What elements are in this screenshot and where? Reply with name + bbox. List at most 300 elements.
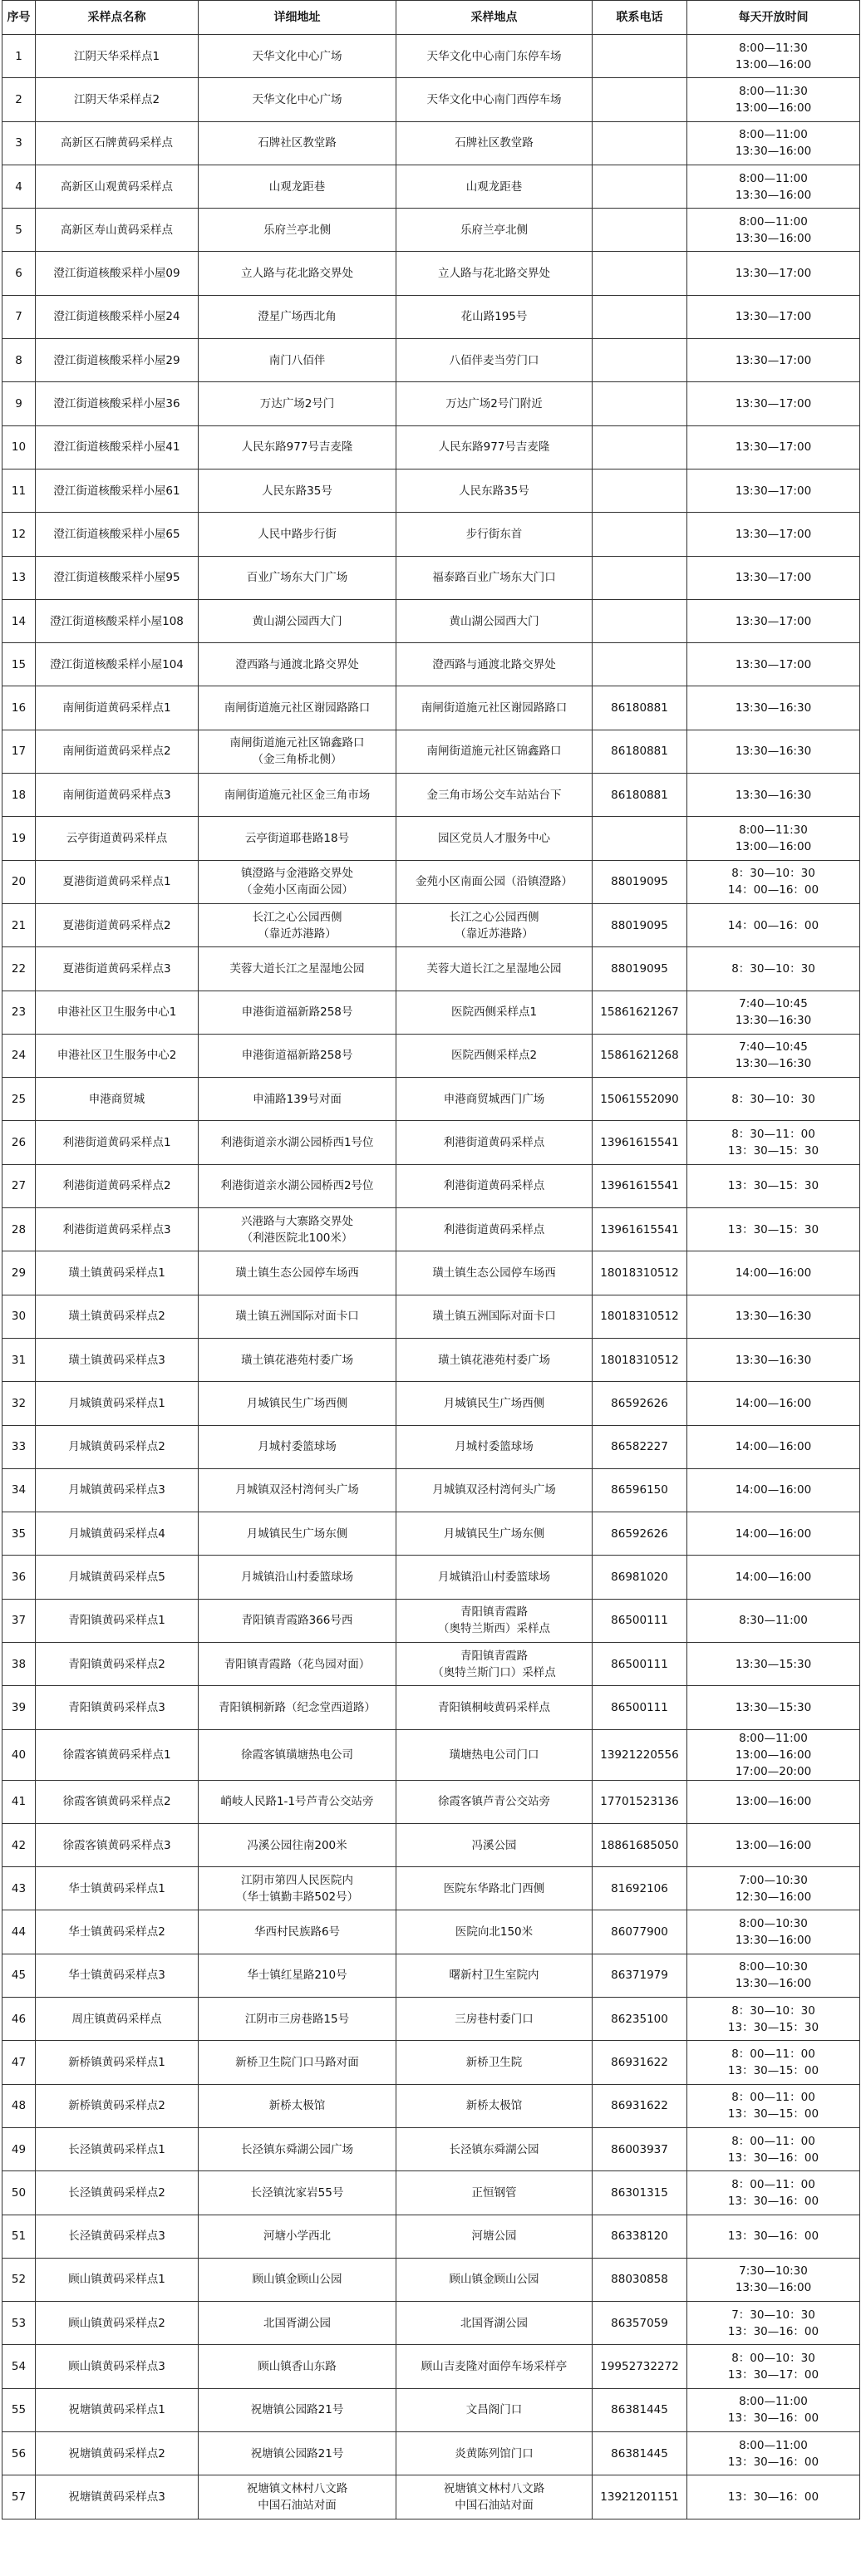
cell-phone: 13961615541 bbox=[593, 1208, 687, 1251]
cell-name: 澄江街道核酸采样小屋29 bbox=[36, 339, 199, 382]
cell-address: 长泾镇东舜湖公园广场 bbox=[199, 2127, 396, 2170]
cell-location: 医院向北150米 bbox=[396, 1910, 593, 1954]
cell-phone: 86180881 bbox=[593, 730, 687, 773]
table-row bbox=[2, 1251, 860, 1295]
cell-name: 月城镇黄码采样点3 bbox=[36, 1468, 199, 1512]
cell-no: 52 bbox=[2, 2258, 36, 2301]
table-row bbox=[2, 1954, 860, 1997]
cell-hours: 8:00—10:30 13:30—16:00 bbox=[687, 1910, 860, 1954]
cell-name: 顾山镇黄码采样点1 bbox=[36, 2258, 199, 2301]
table-body bbox=[2, 35, 860, 2519]
cell-hours: 7:40—10:45 13:30—16:30 bbox=[687, 1034, 860, 1077]
cell-hours: 8:00—11:30 13:00—16:00 bbox=[687, 817, 860, 860]
table-row bbox=[2, 991, 860, 1034]
cell-name: 夏港街道黄码采样点2 bbox=[36, 903, 199, 946]
cell-hours: 8：30—10：30 bbox=[687, 1078, 860, 1121]
cell-phone bbox=[593, 339, 687, 382]
cell-no: 40 bbox=[2, 1729, 36, 1780]
table-row bbox=[2, 1295, 860, 1338]
table-row bbox=[2, 686, 860, 730]
cell-hours: 13:30—17:00 bbox=[687, 599, 860, 642]
cell-name: 澄江街道核酸采样小屋09 bbox=[36, 252, 199, 295]
cell-address: 石牌社区教堂路 bbox=[199, 121, 396, 165]
cell-phone bbox=[593, 209, 687, 252]
cell-location: 顾山吉麦隆对面停车场采样亭 bbox=[396, 2345, 593, 2388]
table-row bbox=[2, 1338, 860, 1381]
table-row bbox=[2, 35, 860, 78]
cell-address: 人民中路步行街 bbox=[199, 513, 396, 556]
cell-name: 璜土镇黄码采样点3 bbox=[36, 1338, 199, 1381]
sampling-sites-table bbox=[2, 0, 860, 2519]
cell-location: 金苑小区南面公园（沿镇澄路） bbox=[396, 860, 593, 903]
table-row bbox=[2, 209, 860, 252]
cell-location: 文昌阁门口 bbox=[396, 2388, 593, 2431]
cell-address: 镇澄路与金港路交界处 （金苑小区南面公园） bbox=[199, 860, 396, 903]
cell-address: 顾山镇金顾山公园 bbox=[199, 2258, 396, 2301]
cell-no: 12 bbox=[2, 513, 36, 556]
cell-name: 月城镇黄码采样点5 bbox=[36, 1556, 199, 1599]
cell-hours: 13:30—17:00 bbox=[687, 425, 860, 469]
cell-hours: 13:30—17:00 bbox=[687, 643, 860, 686]
cell-no: 44 bbox=[2, 1910, 36, 1954]
cell-name: 江阴天华采样点2 bbox=[36, 78, 199, 121]
cell-location: 申港商贸城西门广场 bbox=[396, 1078, 593, 1121]
cell-location: 立人路与花北路交界处 bbox=[396, 252, 593, 295]
cell-hours: 13:30—15:30 bbox=[687, 1686, 860, 1729]
cell-address: 申港街道福新路258号 bbox=[199, 991, 396, 1034]
cell-address: 利港街道亲水湖公园桥西1号位 bbox=[199, 1121, 396, 1164]
cell-no: 41 bbox=[2, 1780, 36, 1823]
cell-address: 新桥太极馆 bbox=[199, 2084, 396, 2127]
cell-name: 华士镇黄码采样点3 bbox=[36, 1954, 199, 1997]
cell-no: 31 bbox=[2, 1338, 36, 1381]
cell-location: 南闸街道施元社区谢园路路口 bbox=[396, 686, 593, 730]
cell-name: 祝塘镇黄码采样点3 bbox=[36, 2475, 199, 2519]
cell-phone: 86381445 bbox=[593, 2432, 687, 2475]
cell-location: 利港街道黄码采样点 bbox=[396, 1164, 593, 1207]
cell-location: 医院东华路北门西侧 bbox=[396, 1867, 593, 1910]
cell-phone bbox=[593, 252, 687, 295]
cell-address: 兴港路与大寨路交界处 （利港医院北100米） bbox=[199, 1208, 396, 1251]
cell-phone: 18861685050 bbox=[593, 1823, 687, 1866]
cell-no: 45 bbox=[2, 1954, 36, 1997]
cell-hours: 13：30—16：00 bbox=[687, 2475, 860, 2519]
cell-hours: 14:00—16:00 bbox=[687, 1425, 860, 1468]
cell-name: 南闸街道黄码采样点1 bbox=[36, 686, 199, 730]
cell-no: 25 bbox=[2, 1078, 36, 1121]
cell-phone: 13961615541 bbox=[593, 1164, 687, 1207]
cell-phone: 86077900 bbox=[593, 1910, 687, 1954]
cell-address: 月城镇双泾村湾何头广场 bbox=[199, 1468, 396, 1512]
cell-location: 河塘公园 bbox=[396, 2215, 593, 2258]
table-row bbox=[2, 1686, 860, 1729]
header-address: 详细地址 bbox=[199, 1, 396, 35]
cell-address: 长泾镇沈家岩55号 bbox=[199, 2171, 396, 2215]
cell-no: 2 bbox=[2, 78, 36, 121]
cell-phone: 18018310512 bbox=[593, 1251, 687, 1295]
cell-address: 青阳镇青霞路366号西 bbox=[199, 1599, 396, 1642]
cell-name: 申港社区卫生服务中心1 bbox=[36, 991, 199, 1034]
cell-address: 澄星广场西北角 bbox=[199, 295, 396, 338]
cell-no: 32 bbox=[2, 1382, 36, 1425]
cell-address: 澄西路与通渡北路交界处 bbox=[199, 643, 396, 686]
cell-no: 27 bbox=[2, 1164, 36, 1207]
cell-name: 青阳镇黄码采样点3 bbox=[36, 1686, 199, 1729]
cell-name: 徐霞客镇黄码采样点3 bbox=[36, 1823, 199, 1866]
table-row bbox=[2, 295, 860, 338]
cell-address: 南闸街道施元社区谢园路路口 bbox=[199, 686, 396, 730]
cell-name: 澄江街道核酸采样小屋61 bbox=[36, 469, 199, 512]
cell-address: 立人路与花北路交界处 bbox=[199, 252, 396, 295]
cell-no: 22 bbox=[2, 947, 36, 991]
cell-hours: 14:00—16:00 bbox=[687, 1382, 860, 1425]
cell-name: 澄江街道核酸采样小屋36 bbox=[36, 382, 199, 425]
cell-location: 正恒钢管 bbox=[396, 2171, 593, 2215]
cell-no: 19 bbox=[2, 817, 36, 860]
table-row bbox=[2, 1823, 860, 1866]
table-row bbox=[2, 78, 860, 121]
cell-hours: 13:30—17:00 bbox=[687, 252, 860, 295]
cell-phone: 18018310512 bbox=[593, 1338, 687, 1381]
cell-hours: 14:00—16:00 bbox=[687, 1556, 860, 1599]
table-row bbox=[2, 2084, 860, 2127]
cell-name: 月城镇黄码采样点4 bbox=[36, 1512, 199, 1556]
cell-address: 月城镇沿山村委篮球场 bbox=[199, 1556, 396, 1599]
table-row bbox=[2, 2345, 860, 2388]
table-row bbox=[2, 643, 860, 686]
cell-location: 步行街东首 bbox=[396, 513, 593, 556]
cell-address: 乐府兰亭北侧 bbox=[199, 209, 396, 252]
cell-name: 长泾镇黄码采样点3 bbox=[36, 2215, 199, 2258]
cell-hours: 7:40—10:45 13:30—16:30 bbox=[687, 991, 860, 1034]
cell-location: 璜土镇生态公园停车场西 bbox=[396, 1251, 593, 1295]
header-phone: 联系电话 bbox=[593, 1, 687, 35]
table-row bbox=[2, 817, 860, 860]
cell-phone: 15061552090 bbox=[593, 1078, 687, 1121]
table-row bbox=[2, 1642, 860, 1685]
table-row bbox=[2, 1780, 860, 1823]
cell-name: 月城镇黄码采样点2 bbox=[36, 1425, 199, 1468]
table-row bbox=[2, 1121, 860, 1164]
cell-name: 青阳镇黄码采样点2 bbox=[36, 1642, 199, 1685]
cell-no: 7 bbox=[2, 295, 36, 338]
cell-phone bbox=[593, 599, 687, 642]
cell-phone: 18018310512 bbox=[593, 1295, 687, 1338]
cell-hours: 8:00—10:30 13:30—16:00 bbox=[687, 1954, 860, 1997]
table-row bbox=[2, 1468, 860, 1512]
cell-no: 21 bbox=[2, 903, 36, 946]
cell-phone: 86338120 bbox=[593, 2215, 687, 2258]
table-row bbox=[2, 469, 860, 512]
table-row bbox=[2, 165, 860, 208]
cell-name: 澄江街道核酸采样小屋24 bbox=[36, 295, 199, 338]
cell-location: 曙新村卫生室院内 bbox=[396, 1954, 593, 1997]
cell-hours: 7：30—10：30 13：30—16：00 bbox=[687, 2302, 860, 2345]
cell-hours: 13：30—15：30 bbox=[687, 1164, 860, 1207]
cell-phone bbox=[593, 469, 687, 512]
cell-address: 徐霞客镇璜塘热电公司 bbox=[199, 1729, 396, 1780]
cell-no: 33 bbox=[2, 1425, 36, 1468]
cell-hours: 8：30—11：00 13：30—15：30 bbox=[687, 1121, 860, 1164]
cell-address: 璜土镇生态公园停车场西 bbox=[199, 1251, 396, 1295]
cell-hours: 8：00—11：00 13：30—15：00 bbox=[687, 2041, 860, 2084]
table-row bbox=[2, 2432, 860, 2475]
cell-location: 万达广场2号门附近 bbox=[396, 382, 593, 425]
cell-phone bbox=[593, 121, 687, 165]
cell-phone bbox=[593, 295, 687, 338]
cell-phone: 19952732272 bbox=[593, 2345, 687, 2388]
table-row bbox=[2, 903, 860, 946]
cell-location: 新桥卫生院 bbox=[396, 2041, 593, 2084]
cell-hours: 13:00—16:00 bbox=[687, 1823, 860, 1866]
cell-location: 璜塘热电公司门口 bbox=[396, 1729, 593, 1780]
table-row bbox=[2, 1164, 860, 1207]
cell-address: 河塘小学西北 bbox=[199, 2215, 396, 2258]
table-row bbox=[2, 1382, 860, 1425]
cell-location: 南闸街道施元社区锦鑫路口 bbox=[396, 730, 593, 773]
cell-location: 园区党员人才服务中心 bbox=[396, 817, 593, 860]
cell-hours: 13:30—16:30 bbox=[687, 774, 860, 817]
cell-hours: 8:00—11:00 13：30—16：00 bbox=[687, 2388, 860, 2431]
cell-no: 35 bbox=[2, 1512, 36, 1556]
cell-phone bbox=[593, 643, 687, 686]
cell-phone: 88019095 bbox=[593, 860, 687, 903]
cell-phone: 13921220556 bbox=[593, 1729, 687, 1780]
cell-no: 55 bbox=[2, 2388, 36, 2431]
cell-phone: 86500111 bbox=[593, 1599, 687, 1642]
cell-location: 月城镇沿山村委篮球场 bbox=[396, 1556, 593, 1599]
cell-address: 申浦路139号对面 bbox=[199, 1078, 396, 1121]
header-hours: 每天开放时间 bbox=[687, 1, 860, 35]
cell-name: 夏港街道黄码采样点1 bbox=[36, 860, 199, 903]
cell-name: 长泾镇黄码采样点1 bbox=[36, 2127, 199, 2170]
cell-hours: 8:00—11:00 13：30—16：00 bbox=[687, 2432, 860, 2475]
cell-location: 月城镇民生广场西侧 bbox=[396, 1382, 593, 1425]
cell-name: 青阳镇黄码采样点1 bbox=[36, 1599, 199, 1642]
cell-location: 青阳镇青霞路 （奥特兰斯门口）采样点 bbox=[396, 1642, 593, 1685]
cell-name: 申港商贸城 bbox=[36, 1078, 199, 1121]
cell-name: 申港社区卫生服务中心2 bbox=[36, 1034, 199, 1077]
cell-name: 南闸街道黄码采样点2 bbox=[36, 730, 199, 773]
cell-address: 顾山镇香山东路 bbox=[199, 2345, 396, 2388]
cell-name: 澄江街道核酸采样小屋108 bbox=[36, 599, 199, 642]
table-row bbox=[2, 860, 860, 903]
cell-no: 6 bbox=[2, 252, 36, 295]
cell-hours: 13:00—16:00 bbox=[687, 1780, 860, 1823]
cell-no: 10 bbox=[2, 425, 36, 469]
cell-location: 石牌社区教堂路 bbox=[396, 121, 593, 165]
cell-hours: 14:00—16:00 bbox=[687, 1468, 860, 1512]
cell-no: 30 bbox=[2, 1295, 36, 1338]
cell-location: 天华文化中心南门东停车场 bbox=[396, 35, 593, 78]
cell-address: 月城镇民生广场西侧 bbox=[199, 1382, 396, 1425]
cell-no: 11 bbox=[2, 469, 36, 512]
cell-hours: 13：30—15：30 bbox=[687, 1208, 860, 1251]
cell-name: 澄江街道核酸采样小屋41 bbox=[36, 425, 199, 469]
cell-location: 北国胥湖公园 bbox=[396, 2302, 593, 2345]
cell-no: 20 bbox=[2, 860, 36, 903]
cell-hours: 8：00—10：30 13：30—17：00 bbox=[687, 2345, 860, 2388]
cell-no: 16 bbox=[2, 686, 36, 730]
table-row bbox=[2, 2215, 860, 2258]
cell-address: 黄山湖公园西大门 bbox=[199, 599, 396, 642]
cell-address: 人民东路977号吉麦隆 bbox=[199, 425, 396, 469]
cell-address: 江阴市三房巷路15号 bbox=[199, 1998, 396, 2041]
cell-hours: 13:30—17:00 bbox=[687, 295, 860, 338]
cell-location: 月城镇双泾村湾何头广场 bbox=[396, 1468, 593, 1512]
cell-hours: 8：30—10：30 bbox=[687, 947, 860, 991]
cell-no: 56 bbox=[2, 2432, 36, 2475]
cell-phone: 17701523136 bbox=[593, 1780, 687, 1823]
cell-name: 利港街道黄码采样点2 bbox=[36, 1164, 199, 1207]
table-row bbox=[2, 382, 860, 425]
cell-hours: 13:30—17:00 bbox=[687, 513, 860, 556]
cell-name: 南闸街道黄码采样点3 bbox=[36, 774, 199, 817]
cell-name: 夏港街道黄码采样点3 bbox=[36, 947, 199, 991]
cell-no: 23 bbox=[2, 991, 36, 1034]
cell-name: 新桥镇黄码采样点1 bbox=[36, 2041, 199, 2084]
cell-no: 3 bbox=[2, 121, 36, 165]
cell-location: 月城村委篮球场 bbox=[396, 1425, 593, 1468]
cell-address: 青阳镇桐新路（纪念堂西道路） bbox=[199, 1686, 396, 1729]
cell-address: 新桥卫生院门口马路对面 bbox=[199, 2041, 396, 2084]
table-row bbox=[2, 1512, 860, 1556]
cell-name: 华士镇黄码采样点2 bbox=[36, 1910, 199, 1954]
cell-hours: 8:00—11:00 13:30—16:00 bbox=[687, 209, 860, 252]
cell-hours: 13:30—16:30 bbox=[687, 730, 860, 773]
cell-location: 天华文化中心南门西停车场 bbox=[396, 78, 593, 121]
cell-hours: 8:00—11:30 13:00—16:00 bbox=[687, 35, 860, 78]
cell-location: 利港街道黄码采样点 bbox=[396, 1208, 593, 1251]
table-row bbox=[2, 1599, 860, 1642]
cell-address: 月城村委篮球场 bbox=[199, 1425, 396, 1468]
cell-address: 璜土镇五洲国际对面卡口 bbox=[199, 1295, 396, 1338]
cell-phone: 86357059 bbox=[593, 2302, 687, 2345]
cell-phone: 86931622 bbox=[593, 2041, 687, 2084]
cell-address: 祝塘镇公园路21号 bbox=[199, 2432, 396, 2475]
cell-phone bbox=[593, 817, 687, 860]
cell-location: 顾山镇金顾山公园 bbox=[396, 2258, 593, 2301]
table-row bbox=[2, 2041, 860, 2084]
cell-address: 冯溪公园往南200米 bbox=[199, 1823, 396, 1866]
cell-location: 璜土镇花港苑村委广场 bbox=[396, 1338, 593, 1381]
cell-location: 青阳镇桐岐黄码采样点 bbox=[396, 1686, 593, 1729]
cell-phone: 86981020 bbox=[593, 1556, 687, 1599]
cell-phone bbox=[593, 425, 687, 469]
cell-phone: 13921201151 bbox=[593, 2475, 687, 2519]
cell-address: 华西村民族路6号 bbox=[199, 1910, 396, 1954]
cell-no: 29 bbox=[2, 1251, 36, 1295]
cell-phone: 86180881 bbox=[593, 774, 687, 817]
cell-no: 4 bbox=[2, 165, 36, 208]
cell-name: 澄江街道核酸采样小屋95 bbox=[36, 556, 199, 599]
cell-location: 福泰路百业广场东大门口 bbox=[396, 556, 593, 599]
cell-no: 39 bbox=[2, 1686, 36, 1729]
cell-location: 三房巷村委门口 bbox=[396, 1998, 593, 2041]
cell-no: 42 bbox=[2, 1823, 36, 1866]
cell-location: 月城镇民生广场东侧 bbox=[396, 1512, 593, 1556]
table-row bbox=[2, 2388, 860, 2431]
cell-name: 顾山镇黄码采样点3 bbox=[36, 2345, 199, 2388]
table-row bbox=[2, 730, 860, 773]
cell-no: 14 bbox=[2, 599, 36, 642]
cell-phone: 86180881 bbox=[593, 686, 687, 730]
table-row bbox=[2, 1034, 860, 1077]
cell-phone: 86003937 bbox=[593, 2127, 687, 2170]
cell-phone: 88019095 bbox=[593, 947, 687, 991]
cell-phone: 86592626 bbox=[593, 1382, 687, 1425]
table-row bbox=[2, 121, 860, 165]
cell-address: 天华文化中心广场 bbox=[199, 35, 396, 78]
cell-name: 澄江街道核酸采样小屋104 bbox=[36, 643, 199, 686]
cell-no: 48 bbox=[2, 2084, 36, 2127]
cell-no: 8 bbox=[2, 339, 36, 382]
table-header-row bbox=[2, 1, 860, 35]
cell-location: 人民东路977号吉麦隆 bbox=[396, 425, 593, 469]
cell-address: 峭岐人民路1-1号芦青公交站旁 bbox=[199, 1780, 396, 1823]
cell-location: 医院西侧采样点1 bbox=[396, 991, 593, 1034]
cell-address: 南闸街道施元社区锦鑫路口 （金三角桥北侧） bbox=[199, 730, 396, 773]
cell-location: 八佰伴麦当劳门口 bbox=[396, 339, 593, 382]
table-row bbox=[2, 2475, 860, 2519]
cell-name: 利港街道黄码采样点3 bbox=[36, 1208, 199, 1251]
cell-no: 13 bbox=[2, 556, 36, 599]
table-row bbox=[2, 339, 860, 382]
table-row bbox=[2, 599, 860, 642]
table-row bbox=[2, 513, 860, 556]
cell-location: 祝塘镇文林村八文路 中国石油站对面 bbox=[396, 2475, 593, 2519]
cell-address: 华士镇红星路210号 bbox=[199, 1954, 396, 1997]
cell-address: 万达广场2号门 bbox=[199, 382, 396, 425]
cell-name: 祝塘镇黄码采样点2 bbox=[36, 2432, 199, 2475]
table-row bbox=[2, 2127, 860, 2170]
cell-address: 申港街道福新路258号 bbox=[199, 1034, 396, 1077]
cell-address: 璜土镇花港苑村委广场 bbox=[199, 1338, 396, 1381]
cell-location: 乐府兰亭北侧 bbox=[396, 209, 593, 252]
cell-no: 57 bbox=[2, 2475, 36, 2519]
cell-location: 人民东路35号 bbox=[396, 469, 593, 512]
cell-phone: 88030858 bbox=[593, 2258, 687, 2301]
cell-hours: 14:00—16:00 bbox=[687, 1251, 860, 1295]
cell-hours: 7:30—10:30 13:30—16:00 bbox=[687, 2258, 860, 2301]
cell-location: 璜土镇五洲国际对面卡口 bbox=[396, 1295, 593, 1338]
cell-hours: 13:30—17:00 bbox=[687, 556, 860, 599]
cell-hours: 7:00—10:30 12:30—16:00 bbox=[687, 1867, 860, 1910]
cell-hours: 13:30—17:00 bbox=[687, 469, 860, 512]
cell-phone: 13961615541 bbox=[593, 1121, 687, 1164]
header-name: 采样点名称 bbox=[36, 1, 199, 35]
cell-phone: 15861621268 bbox=[593, 1034, 687, 1077]
cell-name: 顾山镇黄码采样点2 bbox=[36, 2302, 199, 2345]
cell-name: 徐霞客镇黄码采样点2 bbox=[36, 1780, 199, 1823]
table-row bbox=[2, 252, 860, 295]
cell-no: 18 bbox=[2, 774, 36, 817]
cell-name: 新桥镇黄码采样点2 bbox=[36, 2084, 199, 2127]
cell-name: 月城镇黄码采样点1 bbox=[36, 1382, 199, 1425]
table-row bbox=[2, 425, 860, 469]
cell-name: 高新区石牌黄码采样点 bbox=[36, 121, 199, 165]
cell-phone: 86381445 bbox=[593, 2388, 687, 2431]
cell-phone: 15861621267 bbox=[593, 991, 687, 1034]
cell-hours: 14:00—16:00 bbox=[687, 1512, 860, 1556]
cell-no: 47 bbox=[2, 2041, 36, 2084]
cell-address: 云亭街道耶巷路18号 bbox=[199, 817, 396, 860]
cell-no: 1 bbox=[2, 35, 36, 78]
cell-hours: 13:30—17:00 bbox=[687, 382, 860, 425]
cell-address: 芙蓉大道长江之星湿地公园 bbox=[199, 947, 396, 991]
cell-location: 澄西路与通渡北路交界处 bbox=[396, 643, 593, 686]
cell-location: 徐霞客镇芦青公交站旁 bbox=[396, 1780, 593, 1823]
